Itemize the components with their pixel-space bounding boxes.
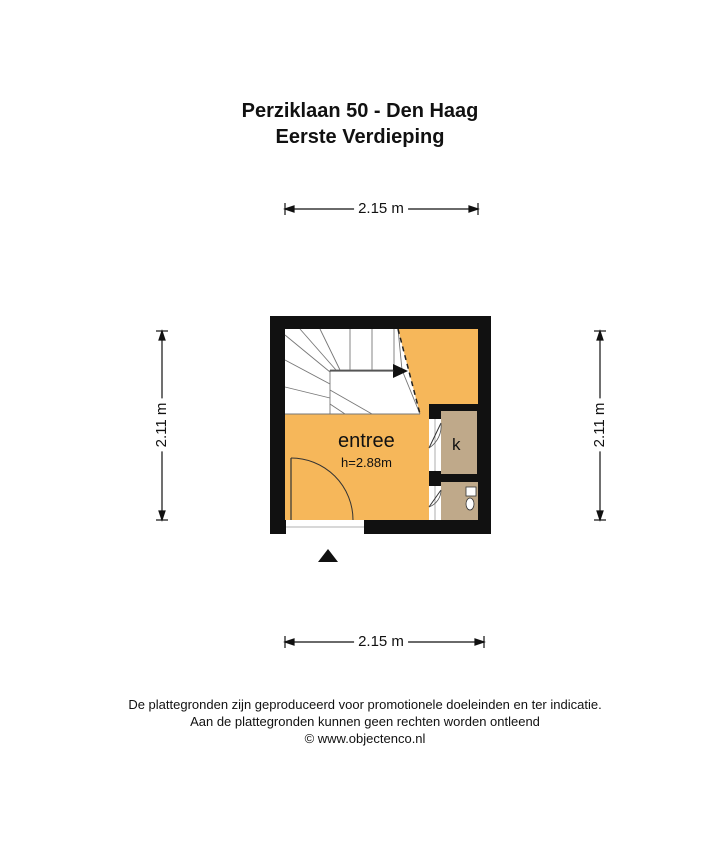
disclaimer-line-1: De plattegronden zijn geproduceerd voor promotionele doeleinden en ter indicatie.	[128, 697, 602, 712]
utility-door	[429, 486, 441, 520]
dimension-top-label: 2.15 m	[354, 200, 408, 218]
disclaimer-line-2: Aan de plattegronden kunnen geen rechten worden ontleend	[190, 714, 540, 729]
entrance-marker-icon	[318, 549, 338, 562]
room-name-closet: k	[452, 435, 461, 454]
room-name-entree: entree	[338, 430, 395, 452]
copyright-line: © www.objectenco.nl	[304, 731, 426, 746]
plan-title: Perziklaan 50 - Den Haag	[241, 100, 479, 122]
closet-door	[429, 419, 441, 471]
dimension-left-label: 2.11 m	[153, 399, 171, 452]
floor-name: Eerste Verdieping	[275, 126, 445, 148]
dimension-right-label: 2.11 m	[591, 399, 609, 452]
dimension-bottom-label: 2.15 m	[354, 633, 408, 651]
room-height-entree: h=2.88m	[341, 455, 392, 470]
